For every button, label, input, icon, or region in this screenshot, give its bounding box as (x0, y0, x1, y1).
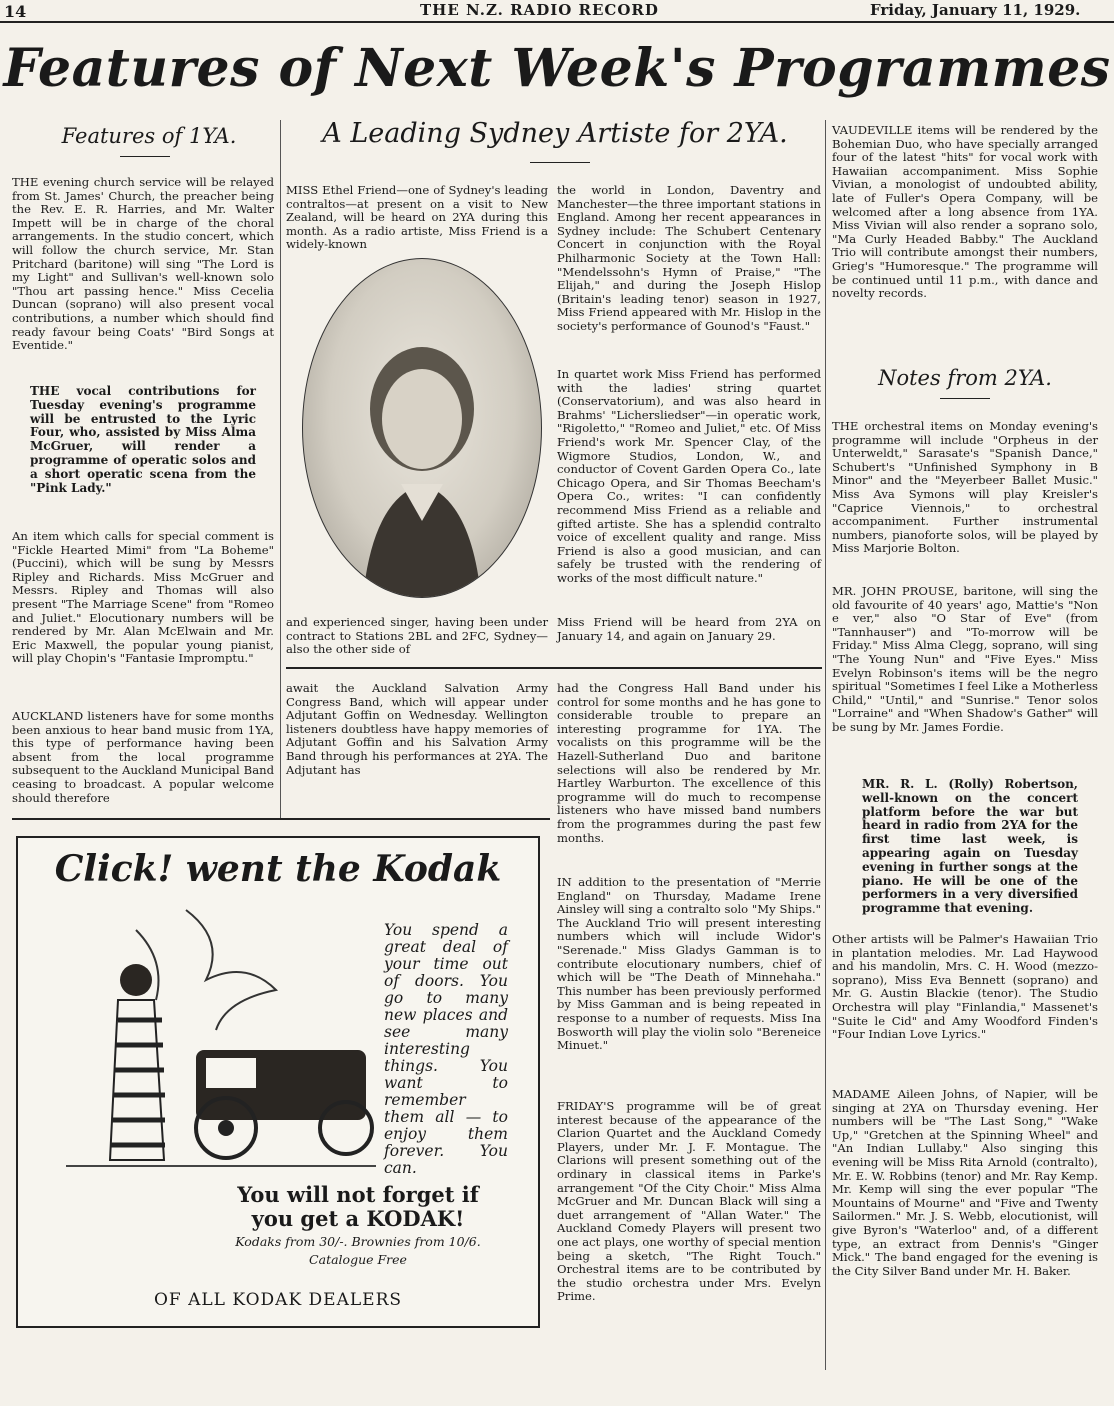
sydney-right-col-1: the world in London, Daventry and Manchester—the three important stations in England. Among her recent appearances in Sydney include: The Schubert Centenary Concert in conjunction with the Royal Philharmonic Society at the Town Hall: "Mendelssohn's Hymn of Praise," "The Elijah," and during the Joseph Hislop (Britain's leading tenor) season in 1927, Miss Friend appeared with Mr. Hislop in the society's performance of Gounod's "Faust." (557, 183, 821, 333)
column-rule (280, 120, 281, 820)
divider (940, 398, 990, 399)
masthead-title: THE N.Z. RADIO RECORD (420, 1, 659, 19)
col1-paragraph-3: An item which calls for special comment is "Fickle Hearted Mimi" from "La Boheme" (Puccini), which will be sung by Messrs Ripley and Richards. Miss McGruer and Messrs. Ripley and Thomas will also present "The Marriage Scene" from "Romeo and Juliet." Elocutionary numbers will be rendered by Mr. Alan McElwain and Mr. Eric Maxwell, the popular young pianist, will play Chopin's "Fantasie Impromptu." (12, 529, 274, 666)
ad-copy: You spend a great deal of your time out of doors. You go to many new places and see many interesting things. You want to remember them all — to enjoy them forever. You can. (384, 921, 508, 1177)
divider (120, 156, 170, 157)
heading-notes-2ya: Notes from 2YA. (878, 366, 1052, 390)
ad-prices: Kodaks from 30/-. Brownies from 10/6. (235, 1234, 481, 1249)
heading-sydney-artiste: A Leading Sydney Artiste for 2YA. (322, 118, 788, 149)
ad-illustration (26, 900, 386, 1180)
ethel-friend-portrait (302, 258, 542, 598)
mid-col-paragraph-2: FRIDAY'S programme will be of great interest because of the appearance of the Clarion Quartet and the Auckland Comedy Players, under Mr. J. F. Montague. The Clarions will present something out of the ordinary in classical items in Parke's arrangement "Of the City Choir." Miss Alma McGruer and Mr. Duncan Black will sing a duet arrangement of "Allan Water." The Auckland Comedy Players will present two one act plays, one worthy of special mention being a sketch, "The Right Touch." Orchestral items are to be contributed by the studio orchestra under Mrs. Evelyn Prime. (557, 1099, 821, 1304)
portrait-illustration (303, 259, 541, 597)
col4-paragraph-2: MR. JOHN PROUSE, baritone, will sing the old favourite of 40 years' ago, Mattie's "Non e ver," also "O Star of Eve" (from "Tannhauser") and "To-morrow will be Friday." Miss Alma Clegg, soprano, will sing "The Young Nun" and "Five Eyes." Miss Evelyn Robinson's items will be the negro spiritual "Sometimes I feel Like a Motherless Child," "Until," and "Sunrise." Tenor solos "Lorraine" and "When Shadow's Gather" will be sung by Mr. James Fordie. (832, 584, 1098, 734)
band-col-a: await the Auckland Salvation Army Congress Band, which will appear under Adjutant Goffin on Wednesday. Wellington listeners doubtless have happy memories of Adjutant Goffin and his Salvation Army Band through his performances at 2YA. The Adjutant has (286, 681, 548, 777)
issue-date: Friday, January 11, 1929. (870, 1, 1081, 19)
col4-vaudeville: VAUDEVILLE items will be rendered by the Bohemian Duo, who have specially arranged four of the latest "hits" for vocal work with Hawaiian accompaniment. Miss Sophie Vivian, a monologist of undoubted ability, late of Fuller's Opera Company, will be welcomed after a long absence from 1YA. Miss Vivian will also render a soprano solo, "Ma Curly Headed Babby." The Auckland Trio will contribute amongst their numbers, Grieg's "Humoresque." The programme will be continued until 11 p.m., with dance and novelty records. (832, 123, 1098, 301)
divider (530, 162, 590, 163)
col4-paragraph-3: MR. R. L. (Rolly) Robertson, well-known on the concert platform before the war but heard in radio from 2YA for the first time last week, is appearing again on Tuesday evening in further songs at the piano. He will be one of the performers in a very diversified programme that evening. (862, 777, 1078, 916)
col1-paragraph-2: THE vocal contributions for Tuesday evening's programme will be entrusted to the Lyric Four, who, assisted by Miss Alma McGruer, will render a programme of operatic solos and a short operatic scena from the "Pink Lady." (30, 384, 256, 495)
column-rule (825, 120, 826, 1370)
section-rule (286, 667, 822, 669)
sydney-right-col-3: Miss Friend will be heard from 2YA on January 14, and again on January 29. (557, 615, 821, 643)
col1-paragraph-4: AUCKLAND listeners have for some months been anxious to hear band music from 1YA, this type of performance having been absent from the local programme subsequent to the Auckland Municipal Band ceasing to broadcast. A popular welcome should therefore (12, 709, 274, 805)
sydney-below-photo: and experienced singer, having been under contract to Stations 2BL and 2FC, Sydney—also the other side of (286, 615, 548, 657)
ad-headline: Click! went the Kodak (54, 848, 502, 890)
ad-tagline-2: you get a KODAK! (251, 1206, 465, 1231)
mid-col-paragraph-1: IN addition to the presentation of "Merrie England" on Thursday, Madame Irene Ainsley will sing a contralto solo "My Ships." The Auckland Trio will present interesting numbers which will include Widor's "Serenade." Miss Gladys Gamman is to contribute elocutionary numbers, chief of which will be "The Death of Minnehaha." This number has been previously performed by Miss Gamman and is being repeated in response to a number of requests. Miss Ina Bosworth will play the violin solo "Bereneice Minuet." (557, 875, 821, 1053)
sydney-intro: MISS Ethel Friend—one of Sydney's leading contraltos—at present on a visit to New Zealand, will be heard on 2YA during this month. As a radio artiste, Miss Friend is a widely-known (286, 183, 548, 252)
ad-dealers: OF ALL KODAK DEALERS (153, 1290, 403, 1310)
col4-paragraph-4: Other artists will be Palmer's Hawaiian Trio in plantation melodies. Mr. Lad Haywood and his mandolin, Mrs. C. H. Wood (mezzo-soprano), Miss Eva Bennett (soprano) and Mr. G. Austin Blackie (tenor). The Studio Orchestra will play "Finlandia," Massenet's "Suite le Cid" and Amy Woodford Finden's "Four Indian Love Lyrics." (832, 932, 1098, 1042)
kodak-advertisement (16, 836, 540, 1328)
ad-tagline-1: You will not forget if (237, 1182, 479, 1207)
section-rule (12, 818, 550, 820)
page-number: 14 (4, 2, 27, 21)
col4-paragraph-5: MADAME Aileen Johns, of Napier, will be singing at 2YA on Thursday evening. Her numbers will be "The Last Song," "Wake Up," "Gretchen at the Spinning Wheel" and "An Indian Lullaby." Also singing this evening will be Miss Rita Arnold (contralto), Mr. E. W. Robbins (tenor) and Mr. Ray Kemp. Mr. Kemp will sing the ever popular "The Mountains of Mourne" and "Five and Twenty Sailormen." Mr. J. S. Webb, elocutionist, will give Byron's "Waterloo" and, of a different type, an extract from Dennis's "Ginger Mick." The band engaged for the evening is the City Silver Band under Mr. H. Baker. (832, 1087, 1098, 1278)
page-title: Features of Next Week's Programmes (3, 38, 1111, 99)
sydney-right-col-2: In quartet work Miss Friend has performed with the ladies' string quartet (Conservatorium), and was also heard in Brahms' "Lichersliedser"—in operatic work, "Rigoletto," "Romeo and Juliet," etc. Of Miss Friend's work Mr. Spencer Clay, of the Wigmore Studios, London, W., and conductor of Covent Garden Opera Co., late Chicago Opera, and Sir Thomas Beecham's Opera Co., writes: "I can confidently recommend Miss Friend as a reliable and gifted artiste. She has a splendid contralto voice of excellent quality and range. Miss Friend is also a good musician, and can safely be trusted with the rendering of works of the most difficult nature." (557, 367, 821, 585)
heading-1ya: Features of 1YA. (61, 124, 237, 148)
col4-paragraph-1: THE orchestral items on Monday evening's programme will include "Orpheus in der Unterweldt," Sarasate's "Spanish Dance," Schubert's "Unfinished Symphony in B Minor" and the "Meyerbeer Ballet Music." Miss Ava Symons will play Kreisler's "Caprice Viennois," to orchestral accompaniment. Further instrumental numbers, pianoforte solos, will be played by Miss Marjorie Bolton. (832, 419, 1098, 556)
band-col-b: had the Congress Hall Band under his control for some months and he has gone to considerable trouble to prepare an interesting programme for 1YA. The vocalists on this programme will be the Hazell-Sutherland Duo and baritone selections will also be rendered by Mr. Hartley Warburton. The excellence of this programme will do much to recompense listeners who have missed band numbers from the programmes during the past few months. (557, 681, 821, 845)
header-rule (0, 21, 1114, 23)
col1-paragraph-1: THE evening church service will be relayed from St. James' Church, the preacher being the Rev. E. R. Harries, and Mr. Walter Impett will be in charge of the choral arrangements. In the studio concert, which will follow the church service, Mr. Stan Pritchard (baritone) will sing "The Lord is my Light" and Sullivan's well-known solo "Thou art passing hence." Miss Cecelia Duncan (soprano) will also present vocal contributions, a number which should find ready favour being Coats' "Bird Songs at Eventide." (12, 175, 274, 353)
ad-catalogue: Catalogue Free (309, 1252, 407, 1267)
